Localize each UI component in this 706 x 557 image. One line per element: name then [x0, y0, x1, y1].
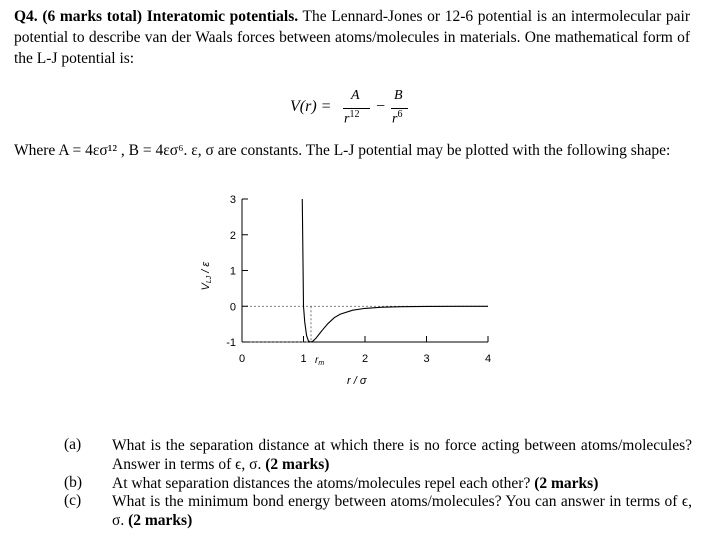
- equation-minus: −: [376, 98, 386, 115]
- where-text: Where A = 4εσ¹² , B = 4εσ⁶. ε, σ are constants. The L-J potential may be plotted with the following shape:: [14, 142, 671, 159]
- x-tick-label: 2: [361, 353, 369, 365]
- question-marks: (6 marks total): [42, 8, 143, 25]
- equation-den-a: $r^{12}$: [344, 109, 360, 127]
- equation-den-b: $r^6$: [392, 109, 403, 127]
- part-c-label: (c): [64, 492, 82, 509]
- y-tick-label: -1: [226, 337, 236, 349]
- part-b-label: (b): [64, 474, 83, 491]
- x-tick-label: 1: [300, 353, 307, 365]
- part-a-label: (a): [64, 436, 82, 453]
- part-c-text: What is the minimum bond energy between atoms/molecules? You can answer in terms of ϵ, σ. (2 marks): [112, 493, 692, 529]
- equation-num-a: A: [351, 88, 360, 103]
- y-tick-label: 1: [229, 265, 236, 278]
- x-tick-label: 0: [238, 353, 246, 365]
- equation-num-b: B: [394, 88, 403, 103]
- y-tick-label: 2: [229, 229, 236, 242]
- x-tick-label: 3: [423, 353, 430, 365]
- lj-curve-line: [302, 199, 488, 342]
- rm-annotation: $r_m$: [315, 355, 325, 367]
- x-axis-label: r / σ: [347, 375, 367, 387]
- y-tick-label: 3: [229, 194, 236, 206]
- x-tick-label: 4: [484, 353, 492, 365]
- y-tick-label: 0: [229, 301, 236, 314]
- y-axis-label: VLJ / ε: [200, 261, 213, 291]
- question-number: Q4.: [14, 8, 38, 25]
- equation-lhs: V(r) =: [290, 98, 332, 115]
- question-title: Interatomic potentials.: [146, 8, 299, 25]
- part-b-text: At what separation distances the atoms/molecules repel each other? (2 marks): [112, 475, 599, 492]
- part-a-text: What is the separation distance at which there is no force acting between atoms/molecules? Answer in terms of ϵ, σ. (2 marks): [112, 437, 692, 473]
- question-intro-text: The Lennard-Jones or 12-6 potential is an intermolecular pair potential to describe van der Waals forces between atoms/molecules in materials. One mathematical form of the L-J potential is:: [14, 8, 691, 67]
